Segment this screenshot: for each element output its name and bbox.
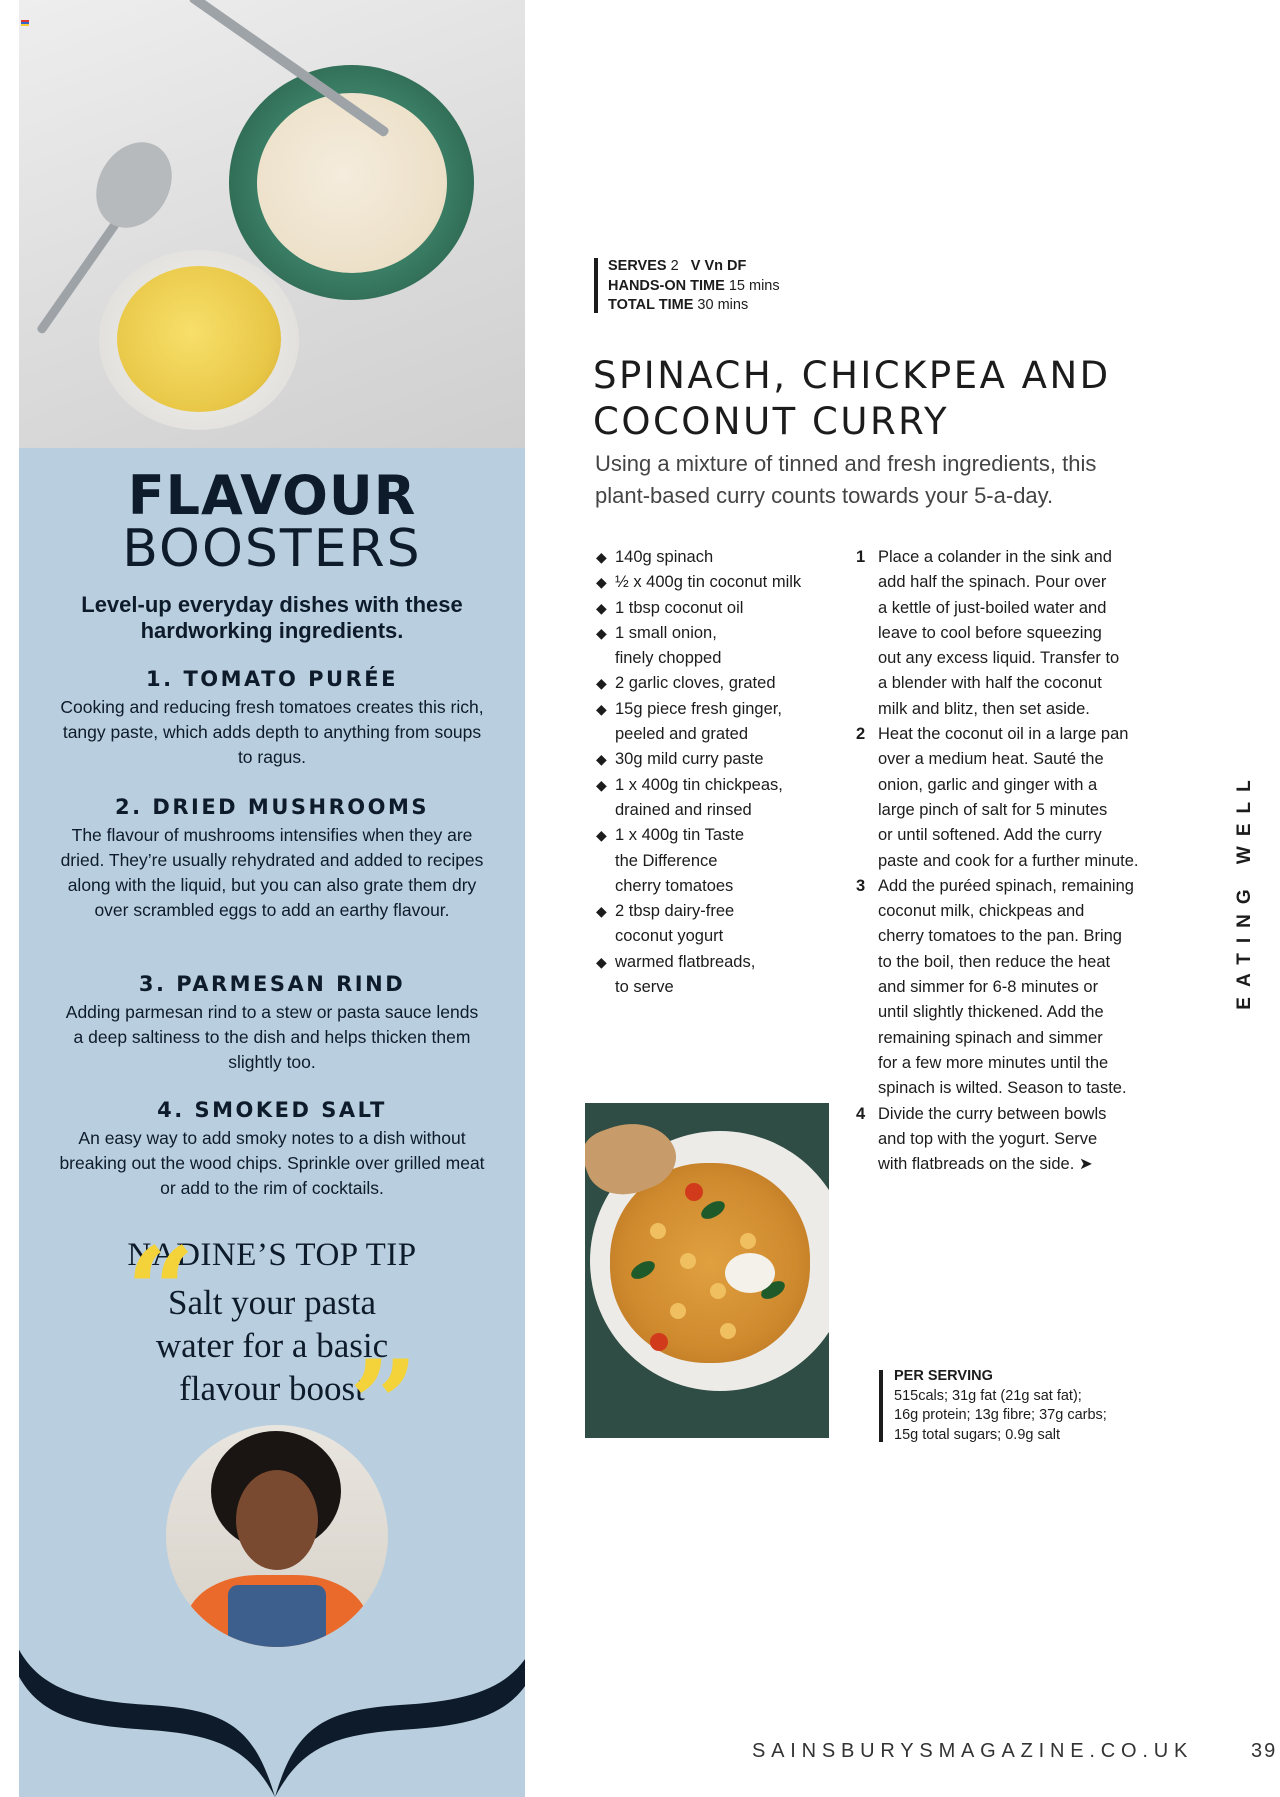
- ingredient-item: [596, 950, 856, 1001]
- cherry-tomato: [685, 1183, 703, 1201]
- boosters-title-light: BOOSTERS: [122, 519, 422, 579]
- ingredient-line: ◆ 2 garlic cloves, grated: [615, 674, 776, 693]
- step-line: coconut milk, chickpeas and: [878, 902, 1085, 921]
- avatar-face: [236, 1470, 318, 1570]
- spinach-leaf: [698, 1197, 728, 1222]
- tip-body: The flavour of mushrooms intensifies when they are dried. They’re usually rehydrated and added to recipes along with the liquid, but you can also grate them dry over scrambled eggs to add an earthy flavour.: [60, 825, 484, 920]
- ingredient-line: ◆ ½ x 400g tin coconut milk: [615, 573, 802, 592]
- intro-line: Using a mixture of tinned and fresh ingredients, this: [595, 451, 1097, 476]
- total-time-line: [608, 296, 780, 316]
- tip-block: [19, 795, 525, 923]
- top-tip-heading: NADINE’S TOP TIP: [127, 1237, 417, 1273]
- ingredient-item: [596, 596, 856, 621]
- ingredient-line: ◆ 1 x 400g tin chickpeas,: [615, 775, 783, 794]
- flavour-boosters-panel: [19, 0, 525, 1797]
- ingredient-item: [596, 773, 856, 824]
- tip-block: [19, 667, 525, 770]
- total-time-label: TOTAL TIME: [608, 297, 694, 313]
- title-line: SPINACH, CHICKPEA AND: [593, 354, 1111, 397]
- step-line: leave to cool before squeezing: [878, 623, 1102, 642]
- chickpea: [650, 1223, 666, 1239]
- step-line: to the boil, then reduce the heat: [878, 952, 1111, 971]
- ingredient-line: ◆ 140g spinach: [615, 548, 714, 566]
- decorative-brace-icon: [19, 1600, 525, 1797]
- serves-value: 2: [670, 258, 679, 274]
- spoon-bowl: [81, 129, 187, 242]
- ingredient-item: [596, 823, 856, 899]
- ingredient-line: coconut yogurt: [615, 927, 724, 946]
- step-line: spinach is wilted. Season to taste.: [878, 1079, 1127, 1098]
- quote-line: flavour boost: [179, 1369, 365, 1408]
- step-line: Place a colander in the sink and: [878, 548, 1112, 566]
- condiments-photo: [19, 0, 525, 448]
- ingredients-list: [596, 545, 856, 1000]
- step-line: out any excess liquid. Transfer to: [878, 649, 1120, 668]
- nutrition-divider: [879, 1370, 883, 1442]
- step-line: cherry tomatoes to the pan. Bring: [878, 927, 1122, 946]
- chickpea: [740, 1233, 756, 1249]
- ingredient-item: [596, 570, 856, 595]
- ingredient-line: the Difference: [615, 851, 718, 870]
- yogurt-dollop: [725, 1253, 775, 1293]
- close-quote-icon: ”: [349, 1334, 419, 1475]
- top-tip-quote: [19, 1281, 525, 1410]
- step-line: paste and cook for a further minute.: [878, 851, 1139, 870]
- intro-line: plant-based curry counts towards your 5-a-day.: [595, 483, 1054, 508]
- method-step: [856, 722, 1176, 874]
- ingredient-item: [596, 621, 856, 672]
- dietary-tags: V Vn DF: [690, 258, 747, 274]
- chickpea: [720, 1323, 736, 1339]
- tip-heading: 2. DRIED MUSHROOMS: [115, 795, 429, 819]
- chickpea: [680, 1253, 696, 1269]
- boosters-title-bold: FLAVOUR: [127, 464, 417, 527]
- step-line: for a few more minutes until the: [878, 1053, 1109, 1072]
- method-step: [856, 874, 1176, 1102]
- tip-block: [19, 972, 525, 1075]
- step-line: or until softened. Add the curry: [878, 826, 1102, 845]
- ingredient-line: peeled and grated: [615, 725, 749, 744]
- tip-block: [19, 1098, 525, 1201]
- step-line: a blender with half the coconut: [878, 674, 1102, 693]
- tip-body: Cooking and reducing fresh tomatoes creates this rich, tangy paste, which adds depth to anything from soups to ragus.: [60, 697, 484, 767]
- nutrition-line: 515cals; 31g fat (21g sat fat);: [894, 1387, 1082, 1404]
- ingredient-line: ◆ 2 tbsp dairy-free: [615, 902, 735, 921]
- section-label-text: EATING WELL: [1234, 770, 1255, 1010]
- nutrition-line: 16g protein; 13g fibre; 37g carbs;: [894, 1407, 1107, 1423]
- page-number: 39: [1251, 1740, 1278, 1762]
- cherry-tomato: [650, 1333, 668, 1351]
- step-number: 4: [856, 1104, 866, 1123]
- open-quote-icon: “: [126, 1221, 196, 1362]
- tip-body: Adding parmesan rind to a stew or pasta sauce lends a deep saltiness to the dish and helps thicken them slightly too.: [65, 1002, 479, 1072]
- step-line: a kettle of just-boiled water and: [878, 598, 1107, 617]
- mustard-sauce: [117, 266, 281, 412]
- step-line: until slightly thickened. Add the: [878, 1003, 1104, 1022]
- method-step: [856, 1102, 1176, 1178]
- ingredient-line: to serve: [615, 978, 674, 997]
- meta-divider: [594, 258, 598, 313]
- ingredient-line: ◆ 15g piece fresh ginger,: [615, 699, 782, 718]
- step-line: milk and blitz, then set aside.: [878, 699, 1090, 718]
- ingredient-line: ◆ 1 x 400g tin Taste: [615, 826, 745, 845]
- serves-label: SERVES: [608, 258, 667, 274]
- ingredient-line: ◆ warmed flatbreads,: [615, 952, 756, 971]
- step-number: 1: [856, 548, 866, 566]
- chickpea: [670, 1303, 686, 1319]
- step-line: onion, garlic and ginger with a: [878, 775, 1098, 794]
- step-line: Heat the coconut oil in a large pan: [878, 725, 1129, 744]
- ingredient-line: drained and rinsed: [615, 800, 752, 819]
- section-label: [1230, 770, 1260, 1010]
- ingredient-line: ◆ 30g mild curry paste: [615, 750, 764, 769]
- tip-body: An easy way to add smoky notes to a dish without breaking out the wood chips. Sprinkle over grilled meat or add to the rim of cocktails.: [59, 1128, 485, 1198]
- step-line: and top with the yogurt. Serve: [878, 1129, 1098, 1148]
- creamy-sauce: [257, 93, 447, 273]
- curry: [610, 1163, 810, 1363]
- nutrition-info: [894, 1367, 1107, 1445]
- step-line: Add the puréed spinach, remaining: [878, 876, 1134, 895]
- title-line: COCONUT CURRY: [593, 400, 950, 443]
- recipe-intro: [595, 448, 1195, 512]
- step-line: over a medium heat. Sauté the: [878, 750, 1104, 769]
- ingredient-item: [596, 545, 856, 570]
- ingredient-line: finely chopped: [615, 649, 722, 668]
- method-steps: [856, 545, 1176, 1177]
- ingredient-item: [596, 697, 856, 748]
- serves-line: [608, 257, 780, 277]
- step-line: large pinch of salt for 5 minutes: [878, 800, 1108, 819]
- hands-on-value: 15 mins: [728, 277, 780, 294]
- tip-heading: 4. SMOKED SALT: [157, 1098, 387, 1122]
- nutrition-label: PER SERVING: [894, 1368, 993, 1384]
- step-line: and simmer for 6-8 minutes or: [878, 978, 1099, 997]
- ingredient-item: [596, 747, 856, 772]
- ingredient-line: ◆ 1 tbsp coconut oil: [615, 598, 744, 617]
- ingredient-line: cherry tomatoes: [615, 876, 734, 895]
- recipe-title: [593, 353, 1193, 445]
- step-line: Divide the curry between bowls: [878, 1104, 1107, 1123]
- curry-photo: [585, 1103, 829, 1438]
- recipe-meta: [608, 257, 780, 316]
- method-step: [856, 545, 1176, 722]
- tip-heading: 3. PARMESAN RIND: [138, 972, 406, 996]
- ingredient-item: [596, 671, 856, 696]
- hands-on-line: [608, 277, 780, 297]
- nutrition-line: 15g total sugars; 0.9g salt: [894, 1426, 1061, 1443]
- step-line: with flatbreads on the side. ➤: [878, 1155, 1093, 1174]
- ingredient-line: ◆ 1 small onion,: [615, 623, 717, 642]
- spinach-leaf: [628, 1257, 658, 1282]
- chickpea: [710, 1283, 726, 1299]
- step-number: 2: [856, 725, 866, 744]
- step-line: add half the spinach. Pour over: [878, 573, 1107, 592]
- quote-line: water for a basic: [155, 1326, 389, 1365]
- tip-heading: 1. TOMATO PURÉE: [146, 667, 398, 691]
- page-marker-icon: [21, 20, 29, 28]
- quote-line: Salt your pasta: [167, 1283, 377, 1322]
- boosters-intro: Level-up everyday dishes with these hardworking ingredients.: [81, 592, 463, 643]
- hands-on-label: HANDS-ON TIME: [608, 277, 725, 294]
- total-time-value: 30 mins: [697, 297, 749, 313]
- footer-website: SAINSBURYSMAGAZINE.CO.UK: [752, 1740, 1194, 1762]
- ingredient-item: [596, 899, 856, 950]
- step-line: remaining spinach and simmer: [878, 1028, 1103, 1047]
- step-number: 3: [856, 876, 866, 895]
